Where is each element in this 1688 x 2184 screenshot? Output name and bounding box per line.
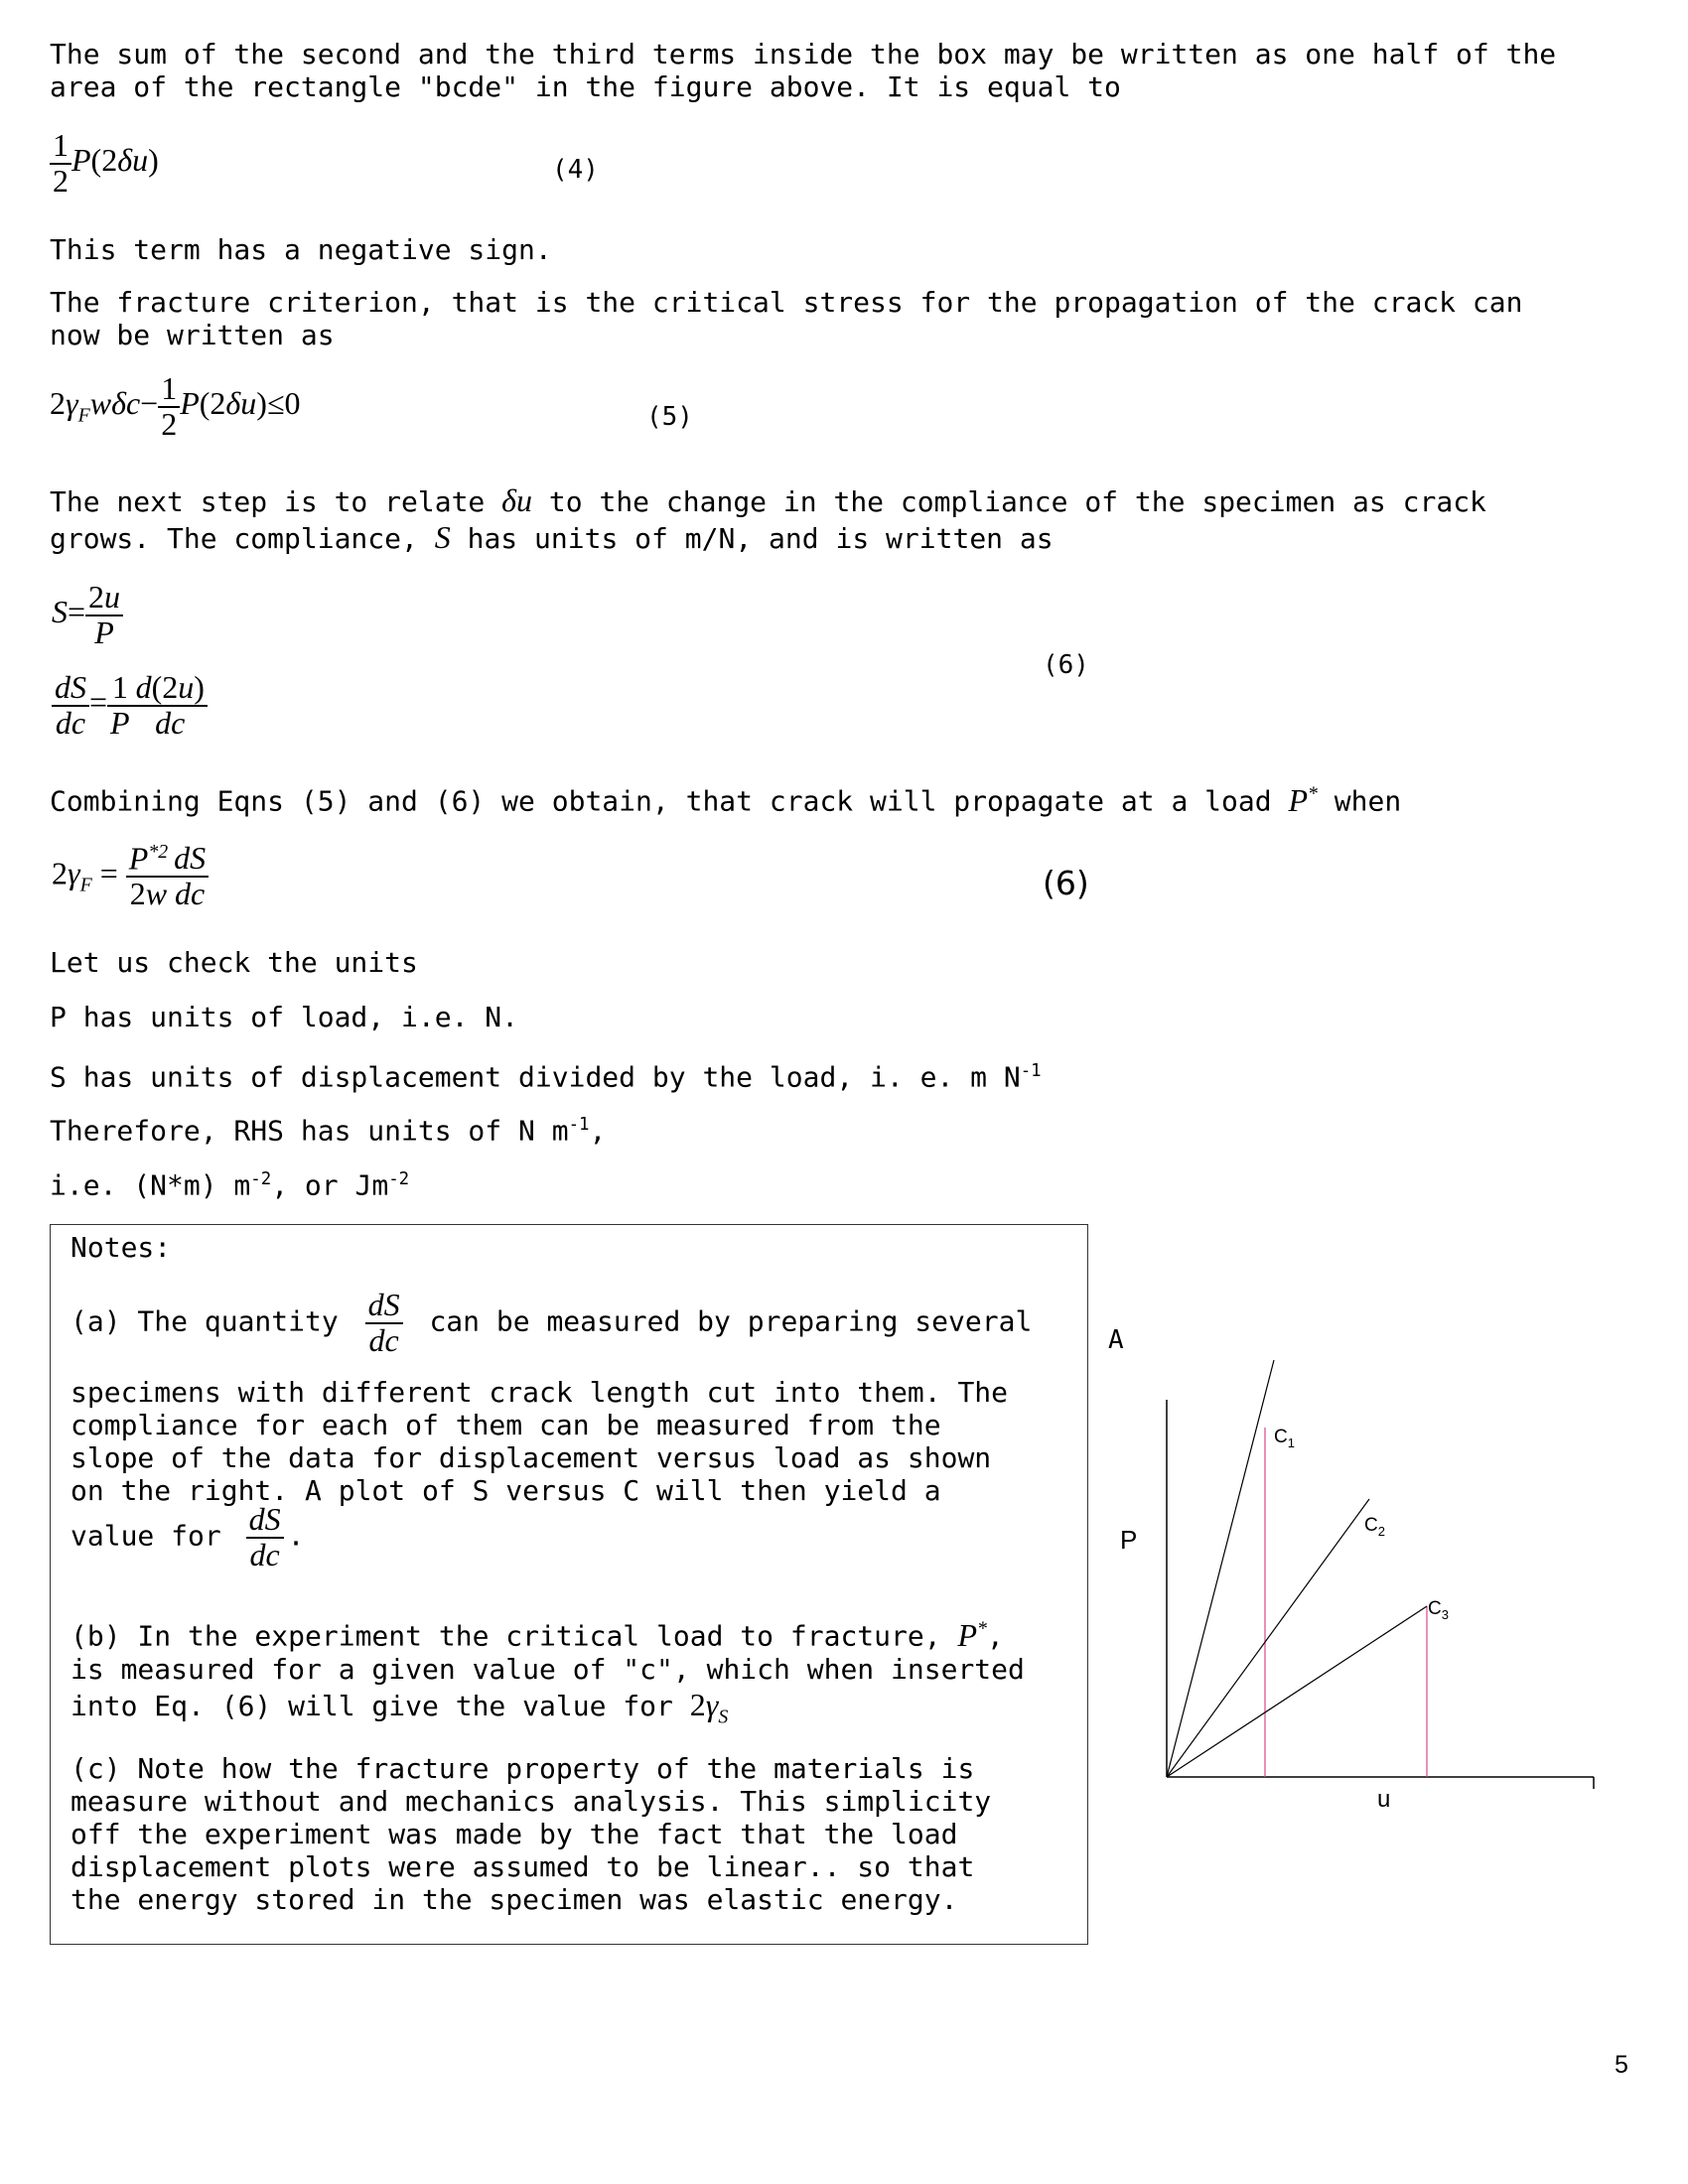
- text-line: off the experiment was made by the fact that the load: [70, 1818, 958, 1850]
- exponent: -2: [388, 1169, 410, 1189]
- notes-heading: Notes:: [70, 1231, 172, 1264]
- text-fragment: i.e. (N*m) m: [50, 1168, 251, 1202]
- note-a-first-line: (a) The quantity $\frac{dS}{dc}$ can be measured by preparing several: [70, 1287, 1033, 1358]
- equation-number: (6): [1043, 650, 1089, 680]
- text-line: (c) Note how the fracture property of the materials is: [70, 1752, 975, 1785]
- paragraph-rectangle-area: [50, 38, 1556, 103]
- text-line: displacement plots were assumed to be linear.. so that: [70, 1850, 975, 1883]
- equation-number: (4): [552, 155, 599, 185]
- paragraph-compliance: The next step is to relate δu to the change in the compliance of the specimen as crack grows. The compliance, S has units of m/N, and is written as: [50, 482, 1486, 555]
- text-fragment: S has units of displacement divided by the load, i. e. m N: [50, 1060, 1021, 1094]
- text-s-units: [50, 1055, 1042, 1093]
- text-line: The sum of the second and the third terms inside the box may be written as one half of the: [50, 38, 1557, 70]
- text-energy-units: [50, 1163, 409, 1201]
- paragraph-negative-sign: This term has a negative sign.: [50, 233, 552, 266]
- text-line: is measured for a given value of "c", which when inserted: [70, 1652, 1025, 1686]
- exponent: -2: [250, 1169, 272, 1189]
- equation-5: $2\gamma_Fw\delta c-$ $\frac{1}{2}$ P(2δu)≤0: [50, 370, 301, 442]
- paragraph-fracture-criterion: [50, 286, 1522, 351]
- exponent: -1: [1020, 1061, 1042, 1081]
- load-line-c1: [1167, 1360, 1274, 1777]
- load-line-c2: [1167, 1499, 1369, 1777]
- notes-box: [50, 1224, 1088, 1945]
- equation-number: (5): [646, 402, 693, 432]
- curve-label-c2: $C_2$: [1364, 1515, 1385, 1539]
- y-axis-label: P: [1120, 1525, 1138, 1555]
- note-c: [70, 1752, 991, 1916]
- text-fragment: Therefore, RHS has units of N m: [50, 1114, 569, 1148]
- text-rhs-units: [50, 1109, 606, 1147]
- load-displacement-figure: [1092, 1310, 1628, 1827]
- text-units-intro: Let us check the units: [50, 946, 418, 979]
- paragraph-combining: Combining Eqns (5) and (6) we obtain, that crack will propagate at a load P* when: [50, 781, 1402, 818]
- text-fragment: to the change in the compliance of the specimen as crack: [548, 485, 1486, 518]
- equation-number: (6): [1043, 864, 1089, 902]
- text-line: specimens with different crack length cut into them. The: [70, 1376, 1009, 1409]
- curve-label-c1: $C_1$: [1274, 1427, 1295, 1450]
- equation-compliance-derivative: $\frac{dS}{dc}$ = $\frac{1}{P}$ $\frac{d(2u)}{dc}$: [52, 671, 208, 740]
- note-b: (b) In the experiment the critical load to fracture, P*, is measured for a given value of "c", which when inserted into Eq. (6) will give the value for $2\gamma_S$: [70, 1616, 1025, 1728]
- text-fragment: The next step is to relate: [50, 485, 486, 518]
- exponent: -1: [568, 1115, 590, 1135]
- text-fragment: can be measured by preparing several: [429, 1304, 1033, 1338]
- text-fragment: , or Jm: [271, 1168, 389, 1202]
- equation-4: $\frac{1}{2}$ P(2δu): [50, 129, 159, 198]
- text-line: the energy stored in the specimen was elastic energy.: [70, 1883, 958, 1916]
- text-fragment: has units of m/N, and is written as: [467, 522, 1054, 555]
- text-fragment: ,: [986, 1619, 1004, 1653]
- note-a-last-line: value for $\frac{dS}{dc}$ .: [70, 1501, 305, 1572]
- text-fragment: .: [287, 1519, 305, 1553]
- equation-critical-load: $2\gamma_F$ = $\frac{P^{*2}}{2w}$ $\frac{dS}{dc}$: [52, 842, 209, 911]
- text-line: area of the rectangle "bcde" in the figure above. It is equal to: [50, 70, 1121, 103]
- text-line: The fracture criterion, that is the critical stress for the propagation of the crack can: [50, 286, 1523, 319]
- load-line-c3: [1167, 1606, 1427, 1777]
- text-fragment: (b) In the experiment the critical load to fracture,: [70, 1619, 941, 1653]
- text-fragment: grows. The compliance,: [50, 522, 418, 555]
- text-fragment: ,: [589, 1114, 607, 1148]
- text-fragment: when: [1334, 784, 1402, 818]
- text-fragment: (a) The quantity: [70, 1304, 339, 1338]
- text-p-units: P has units of load, i.e. N.: [50, 1001, 519, 1033]
- text-fragment: value for: [70, 1519, 221, 1553]
- text-fragment: into Eq. (6) will give the value for: [70, 1689, 673, 1722]
- text-line: on the right. A plot of S versus C will then yield a: [70, 1474, 941, 1507]
- equation-compliance: S= $\frac{2u}{P}$: [52, 581, 123, 649]
- page-number: 5: [1615, 2051, 1628, 2079]
- text-line: now be written as: [50, 319, 335, 351]
- note-a-body: [70, 1376, 1008, 1507]
- curve-label-c3: $C_3$: [1428, 1598, 1449, 1622]
- text-line: measure without and mechanics analysis. This simplicity: [70, 1785, 992, 1818]
- text-line: compliance for each of them can be measured from the: [70, 1409, 941, 1441]
- text-line: slope of the data for displacement versus load as shown: [70, 1441, 992, 1474]
- x-axis-label: u: [1377, 1786, 1391, 1813]
- figure-label-a: A: [1108, 1325, 1124, 1355]
- text-fragment: Combining Eqns (5) and (6) we obtain, that crack will propagate at a load: [50, 784, 1272, 818]
